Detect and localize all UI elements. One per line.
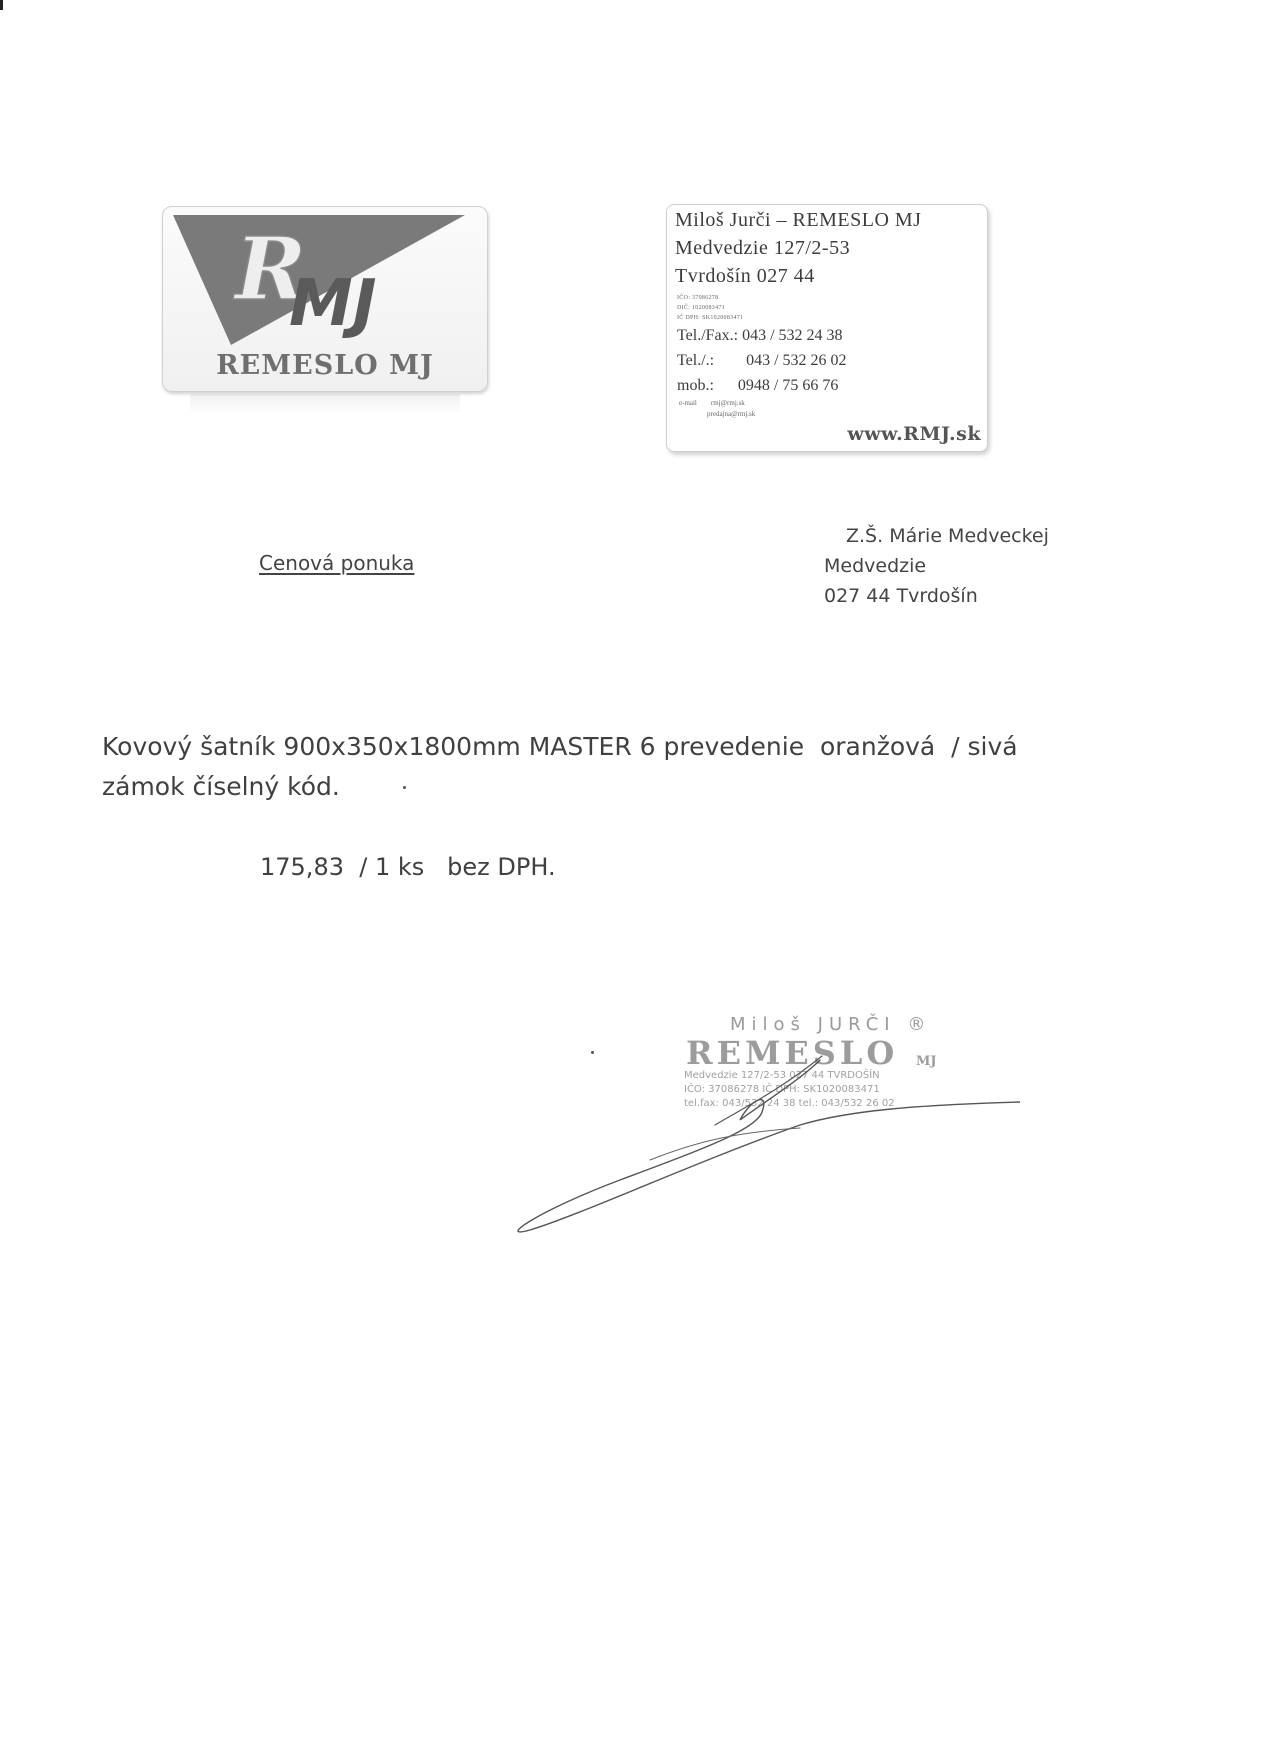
contact-dic: DIČ: 1020083471 <box>677 305 725 311</box>
contact-email-shop: predajna@rmj.sk <box>707 410 756 418</box>
signature-stroke-main <box>518 1060 1020 1232</box>
logo-monogram-mj: MJ <box>289 267 377 341</box>
contact-card <box>666 204 988 452</box>
stamp-brand: REMESLO <box>686 1034 899 1072</box>
recipient-name: Z.Š. Márie Medveckej <box>846 525 1049 547</box>
document-title: Cenová ponuka <box>259 551 415 575</box>
logo-monogram-r: R <box>235 219 307 320</box>
recipient-city: 027 44 Tvrdošín <box>824 585 978 607</box>
contact-owner: Miloš Jurči – REMESLO MJ <box>675 209 922 231</box>
scan-speck <box>403 786 406 789</box>
contact-mobile: mob.: 0948 / 75 66 76 <box>677 377 839 394</box>
stamp-owner-name: Miloš JURČI ® <box>730 1014 932 1035</box>
recipient-street: Medvedzie <box>824 555 927 577</box>
offer-lock-line: zámok číselný kód. <box>102 772 340 801</box>
scan-edge-mark <box>0 0 3 10</box>
company-logo <box>162 206 488 392</box>
logo-reflection <box>190 394 460 414</box>
contact-icdph: IČ DPH: SK1020083471 <box>677 315 744 321</box>
offer-description <box>102 727 1018 807</box>
contact-telfax: Tel./Fax.: 043 / 532 24 38 <box>677 327 843 344</box>
contact-tel: Tel./.: 043 / 532 26 02 <box>677 352 847 369</box>
stamp-phones: tel.fax: 043/532 24 38 tel.: 043/532 26 02 <box>684 1098 895 1109</box>
contact-website: www.RMJ.sk <box>847 423 981 445</box>
signature-stroke-upper <box>715 1056 822 1125</box>
contact-email: e-mail rmj@rmj.sk <box>679 399 745 407</box>
logo-company-name: REMESLO MJ <box>216 350 434 381</box>
offer-price: 175,83 / 1 ks bez DPH. <box>260 853 556 881</box>
offer-product-line: Kovový šatník 900x350x1800mm MASTER 6 prevedenie oranžová / sivá <box>102 732 1018 761</box>
stamp-brand-suffix: MJ <box>916 1054 937 1069</box>
contact-street: Medvedzie 127/2-53 <box>675 237 851 259</box>
contact-ico: IČO: 37086278 <box>677 295 719 301</box>
contact-city: Tvrdošín 027 44 <box>675 265 815 287</box>
recipient-address <box>824 521 1049 611</box>
stamp-address: Medvedzie 127/2-53 027 44 TVRDOŠÍN <box>684 1070 880 1081</box>
stamp-ids: IČO: 37086278 IČ DPH: SK1020083471 <box>684 1084 880 1095</box>
signature <box>500 1050 1020 1250</box>
